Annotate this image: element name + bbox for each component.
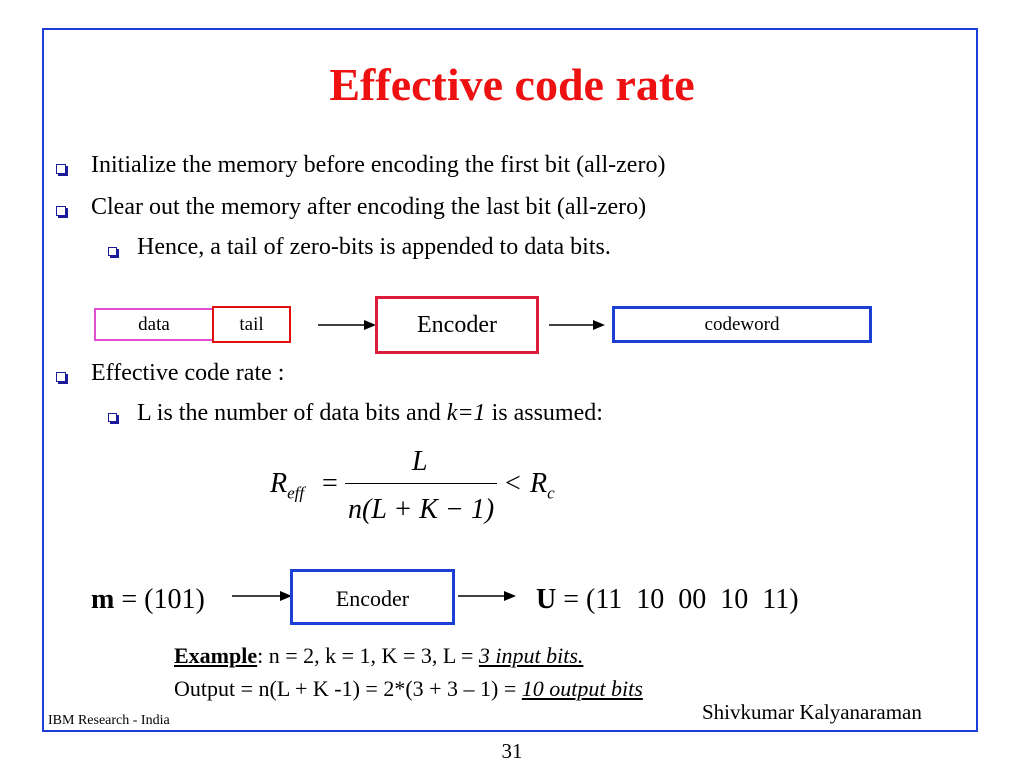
footer-affiliation: IBM Research - India	[48, 713, 170, 728]
footer-author: Shivkumar Kalyanaraman	[702, 700, 922, 724]
codeword-vector: U = (11 10 00 10 11)	[536, 584, 799, 615]
formula-equals: =	[322, 468, 338, 499]
arrow-icon	[318, 317, 378, 333]
page-number: 31	[501, 739, 523, 763]
data-label: data	[138, 313, 170, 335]
sub-bullet-square-icon	[108, 413, 117, 422]
fraction-bar	[345, 483, 497, 484]
encoder-block	[375, 296, 539, 354]
slide-title: Effective code rate	[329, 59, 695, 110]
formula-rhs: $R_c$	[530, 468, 555, 503]
tail-label: tail	[239, 313, 264, 335]
arrow-icon	[232, 588, 294, 604]
tail-block	[212, 306, 291, 343]
codeword-label: codeword	[704, 313, 780, 335]
bullet-text-2: Clear out the memory after encoding the last bit (all-zero)	[91, 194, 647, 220]
codeword-block	[612, 306, 872, 343]
formula-denominator: n(L + K − 1)	[348, 494, 495, 525]
bullet-square-icon	[56, 206, 66, 216]
sub-bullet-text-2: L is the number of data bits and k=1 is assumed:	[137, 400, 603, 426]
example-line-2: Output = n(L + K -1) = 2*(3 + 3 – 1) = 10 output bits	[174, 676, 643, 701]
message-vector: m = (101)	[91, 584, 205, 615]
sub-bullet-square-icon	[108, 247, 117, 256]
encoder-block-2	[290, 569, 455, 625]
bullet-square-icon	[56, 164, 66, 174]
data-block	[94, 308, 214, 341]
formula-numerator: L	[412, 446, 428, 477]
encoder-label-2: Encoder	[335, 586, 410, 611]
bullet-text-1: Initialize the memory before encoding the first bit (all-zero)	[91, 152, 666, 178]
example-line-1: Example: n = 2, k = 1, K = 3, L = 3 input bits.	[174, 643, 584, 668]
sub-bullet-text-1: Hence, a tail of zero-bits is appended to data bits.	[137, 234, 611, 260]
encoder-label: Encoder	[417, 311, 497, 338]
formula-less-than: <	[505, 468, 521, 499]
arrow-icon	[458, 588, 518, 604]
bullet-text-3: Effective code rate :	[91, 360, 285, 386]
arrow-icon	[549, 317, 609, 333]
bullet-square-icon	[56, 372, 66, 382]
formula-lhs: $R_{eff}$	[270, 468, 305, 503]
